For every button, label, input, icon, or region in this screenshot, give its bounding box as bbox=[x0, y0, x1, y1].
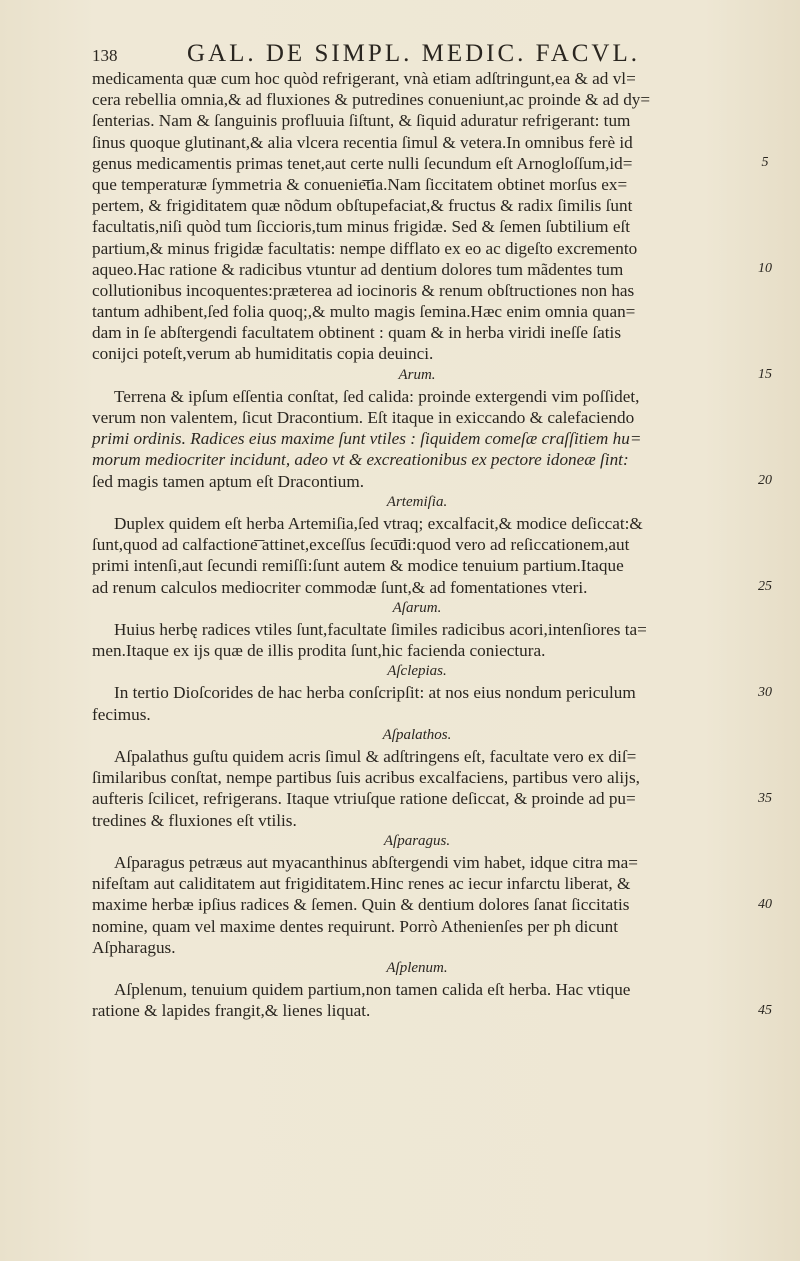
line-number: 25 bbox=[758, 578, 772, 594]
text-line: Duplex quidem eſt herba Artemiſia,ſed vtraq; excalfacit,& modice deſiccat:& bbox=[114, 513, 643, 533]
text-line: facultatis,niſi quòd tum ſiccioris,tum minus frigidæ. Sed & ſemen ſubtilium eſt bbox=[92, 217, 631, 237]
text-line: Aſplenum, tenuium quidem partium,non tamen calida eſt herba. Hac vtique bbox=[114, 980, 631, 1000]
running-title: GAL. DE SIMPL. MEDIC. FACVL. bbox=[187, 40, 640, 67]
text-line: tantum adhibent,ſed folia quoq;,& multo magis ſemina.Hæc enim omnia quan= bbox=[92, 302, 636, 322]
section-heading: Aſpalathos. bbox=[382, 726, 452, 743]
text-line: conijci poteſt,verum ab humiditatis copia deuinci. bbox=[92, 344, 434, 364]
text-line: primi ordinis. Radices eius maxime ſunt vtiles : ſiquidem comeſæ craſſitiem hu= bbox=[92, 429, 642, 449]
text-line: primi intenſi,aut ſecundi remiſſi:ſunt autem & modice tenuium partium.Itaque bbox=[92, 556, 624, 576]
text-line: ſed magis tamen aptum eſt Dracontium. bbox=[92, 471, 365, 491]
text-line: partium,& minus frigidæ facultatis: nempe difflato ex eo ac digeſto excremento bbox=[92, 238, 638, 258]
text-line: morum mediocriter incidunt, adeo vt & excreationibus ex pectore idoneæ ſint: bbox=[92, 450, 629, 470]
line-number: 30 bbox=[758, 684, 772, 700]
line-number: 35 bbox=[758, 790, 772, 806]
text-line: fecimus. bbox=[92, 704, 151, 724]
text-line: pertem, & frigiditatem quæ nõdum obſtupefaciat,& fructus & radix ſimilis ſunt bbox=[92, 196, 633, 216]
text-line: Terrena & ipſum eſſentia conſtat, ſed calida: proinde extergendi vim poſſidet, bbox=[114, 386, 640, 406]
text-line: medicamenta quæ cum hoc quòd refrigerant, vnà etiam adſtringunt,ea & ad vl= bbox=[92, 69, 636, 88]
text-line: aufteris ſcilicet, refrigerans. Itaque vtriuſque ratione deſiccat, & proinde ad pu= bbox=[92, 789, 636, 809]
text-line: nomine, quam vel maxime dentes requirunt. Porrò Athenienſes per ph dicunt bbox=[92, 916, 619, 936]
text-line: genus medicamentis primas tenet,aut certe nulli ſecundum eſt Arnogloſſum,id= bbox=[92, 153, 633, 173]
text-line: Aſpharagus. bbox=[92, 937, 176, 957]
section-heading: Aſplenum. bbox=[386, 959, 448, 976]
section-heading: Aſclepias. bbox=[387, 663, 447, 680]
section-heading: Arum. bbox=[398, 366, 436, 383]
text-line: ſimilaribus conſtat, nempe partibus ſuis acribus excalfaciens, partibus vero alijs, bbox=[92, 768, 640, 788]
text-line: ſunt,quod ad calfactione͞ attinet,exceſſus ſecu͞di:quod vero ad reſiccationem,aut bbox=[92, 535, 630, 555]
line-number: 20 bbox=[758, 472, 772, 488]
line-number: 15 bbox=[758, 366, 772, 382]
text-line: nifeſtam aut caliditatem aut frigiditatem.Hinc renes ac iecur infarctu liberat, & bbox=[92, 874, 631, 894]
line-number: 40 bbox=[758, 896, 772, 912]
line-number: 10 bbox=[758, 260, 772, 276]
text-line: Aſpalathus guſtu quidem acris ſimul & adſtringens eſt, facultate vero ex diſ= bbox=[114, 747, 637, 766]
text-line: In tertio Dioſcorides de hac herba conſcripſit: at nos eius nondum periculum bbox=[114, 683, 636, 703]
text-line: Huius herbę radices vtiles ſunt,facultate ſimiles radicibus acori,intenſiores ta= bbox=[114, 619, 647, 639]
text-line: dam in ſe abſtergendi facultatem obtinent : quam & in herba viridi ineſſe ſatis bbox=[92, 323, 622, 343]
text-line: maxime herbæ ipſius radices & ſemen. Quin & dentium dolores ſanat ſiccitatis bbox=[92, 895, 630, 915]
section-heading: Aſarum. bbox=[392, 599, 442, 616]
text-line: cera rebellia omnia,& ad fluxiones & putredines conueniunt,ac proinde & ad dy= bbox=[92, 90, 651, 110]
text-line: que temperaturæ ſymmetria & conuenie͞tia.Nam ſiccitatem obtinet morſus ex= bbox=[92, 174, 628, 194]
text-line: collutionibus incoquentes:præterea ad iocinoris & renum obſtructiones non has bbox=[92, 280, 635, 300]
text-line: ſenterias. Nam & ſanguinis profluuia ſiſtunt, & ſiquid aduratur refrigerant: tum bbox=[92, 111, 631, 131]
line-number: 45 bbox=[758, 1002, 772, 1018]
section-heading: Artemiſia. bbox=[386, 493, 448, 510]
text-line: men.Itaque ex ijs quæ de illis prodita ſunt,hic facienda coniectura. bbox=[92, 641, 546, 661]
section-heading: Aſparagus. bbox=[383, 832, 451, 849]
text-line: aqueo.Hac ratione & radicibus vtuntur ad dentium dolores tum mãdentes tum bbox=[92, 259, 624, 279]
text-line: ratione & lapides frangit,& lienes liquat. bbox=[92, 1001, 371, 1021]
text-line: Aſparagus petræus aut myacanthinus abſtergendi vim habet, idque citra ma= bbox=[114, 852, 638, 872]
text-line: ad renum calculos mediocriter commodæ ſunt,& ad fomentationes vteri. bbox=[92, 577, 588, 597]
folio-number: 138 bbox=[92, 46, 118, 65]
line-number: 5 bbox=[761, 154, 769, 170]
body-text bbox=[92, 68, 742, 1021]
text-line: ſinus quoque glutinant,& alia vlcera recentia ſimul & vetera.In omnibus ferè id bbox=[92, 132, 633, 152]
text-line: verum non valentem, ſicut Dracontium. Eſt itaque in exiccando & calefaciendo bbox=[92, 408, 635, 427]
page-header bbox=[92, 40, 712, 70]
text-line: tredines & fluxiones eſt vtilis. bbox=[92, 810, 297, 830]
